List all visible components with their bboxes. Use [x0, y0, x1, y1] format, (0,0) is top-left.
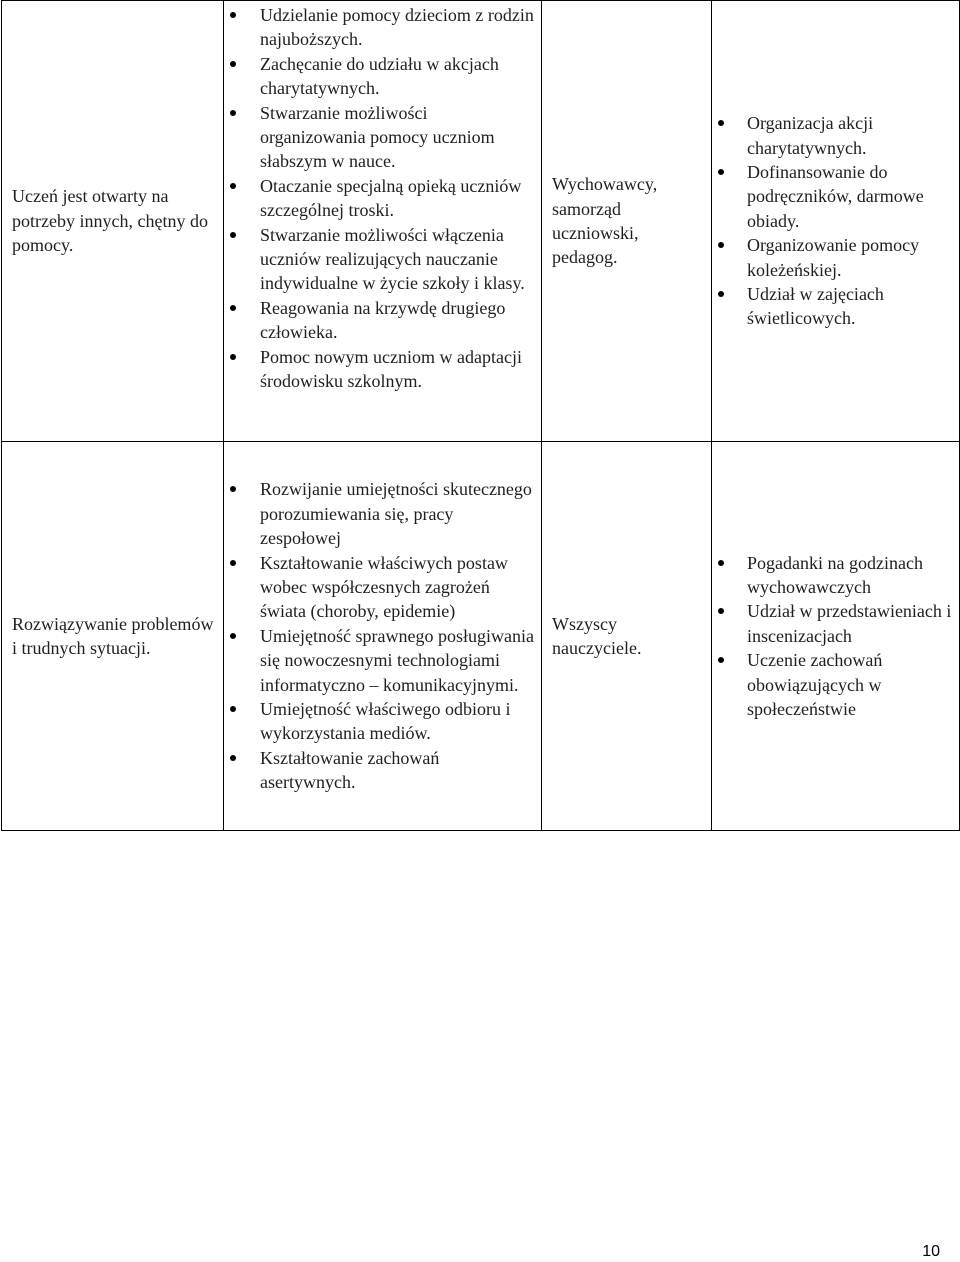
goal-cell — [2, 442, 224, 831]
list-item: Stwarzanie możliwości włączenia uczniów realizujących nauczanie indywidualne w życie szkoły i klasy. — [224, 223, 541, 296]
tasks-list — [224, 1, 541, 394]
goal-cell — [2, 1, 224, 442]
list-item: Umiejętność sprawnego posługiwania się nowoczesnymi technologiami informatyczno – komunikacyjnymi. — [224, 624, 541, 697]
list-item: Kształtowanie zachowań asertywnych. — [224, 746, 541, 795]
program-table — [1, 0, 960, 831]
list-item: Udział w przedstawieniach i inscenizacjach — [712, 599, 959, 648]
methods-cell — [712, 442, 960, 831]
list-item: Rozwijanie umiejętności skutecznego porozumiewania się, pracy zespołowej — [224, 477, 541, 550]
responsible-cell — [542, 442, 712, 831]
list-item: Otaczanie specjalną opieką uczniów szczególnej troski. — [224, 174, 541, 223]
responsible-text: Wychowawcy, samorząd uczniowski, pedagog. — [552, 174, 658, 268]
goal-text: Uczeń jest otwarty na potrzeby innych, chętny do pomocy. — [12, 186, 208, 256]
tasks-cell — [224, 442, 542, 831]
methods-list — [712, 111, 959, 331]
list-item: Reagowania na krzywdę drugiego człowieka. — [224, 296, 541, 345]
list-item: Dofinansowanie do podręczników, darmowe obiady. — [712, 160, 959, 233]
list-item: Pogadanki na godzinach wychowawczych — [712, 551, 959, 600]
methods-cell — [712, 1, 960, 442]
goal-text: Rozwiązywanie problemów i trudnych sytuacji. — [12, 613, 214, 658]
page-number: 10 — [922, 1243, 940, 1260]
methods-list — [712, 551, 959, 722]
list-item: Umiejętność właściwego odbioru i wykorzystania mediów. — [224, 697, 541, 746]
tasks-list — [224, 477, 541, 794]
list-item: Organizacja akcji charytatywnych. — [712, 111, 959, 160]
list-item: Organizowanie pomocy koleżeńskiej. — [712, 233, 959, 282]
list-item: Stwarzanie możliwości organizowania pomocy uczniom słabszym w nauce. — [224, 101, 541, 174]
tasks-cell — [224, 1, 542, 442]
list-item: Pomoc nowym uczniom w adaptacji środowisku szkolnym. — [224, 345, 541, 394]
table-row — [2, 442, 960, 831]
list-item: Uczenie zachowań obowiązujących w społeczeństwie — [712, 648, 959, 721]
list-item: Udział w zajęciach świetlicowych. — [712, 282, 959, 331]
list-item: Kształtowanie właściwych postaw wobec współczesnych zagrożeń świata (choroby, epidemie) — [224, 551, 541, 624]
list-item: Zachęcanie do udziału w akcjach charytatywnych. — [224, 52, 541, 101]
table-row — [2, 1, 960, 442]
list-item: Udzielanie pomocy dzieciom z rodzin najuboższych. — [224, 3, 541, 52]
responsible-cell — [542, 1, 712, 442]
responsible-text: Wszyscy nauczyciele. — [552, 613, 642, 658]
